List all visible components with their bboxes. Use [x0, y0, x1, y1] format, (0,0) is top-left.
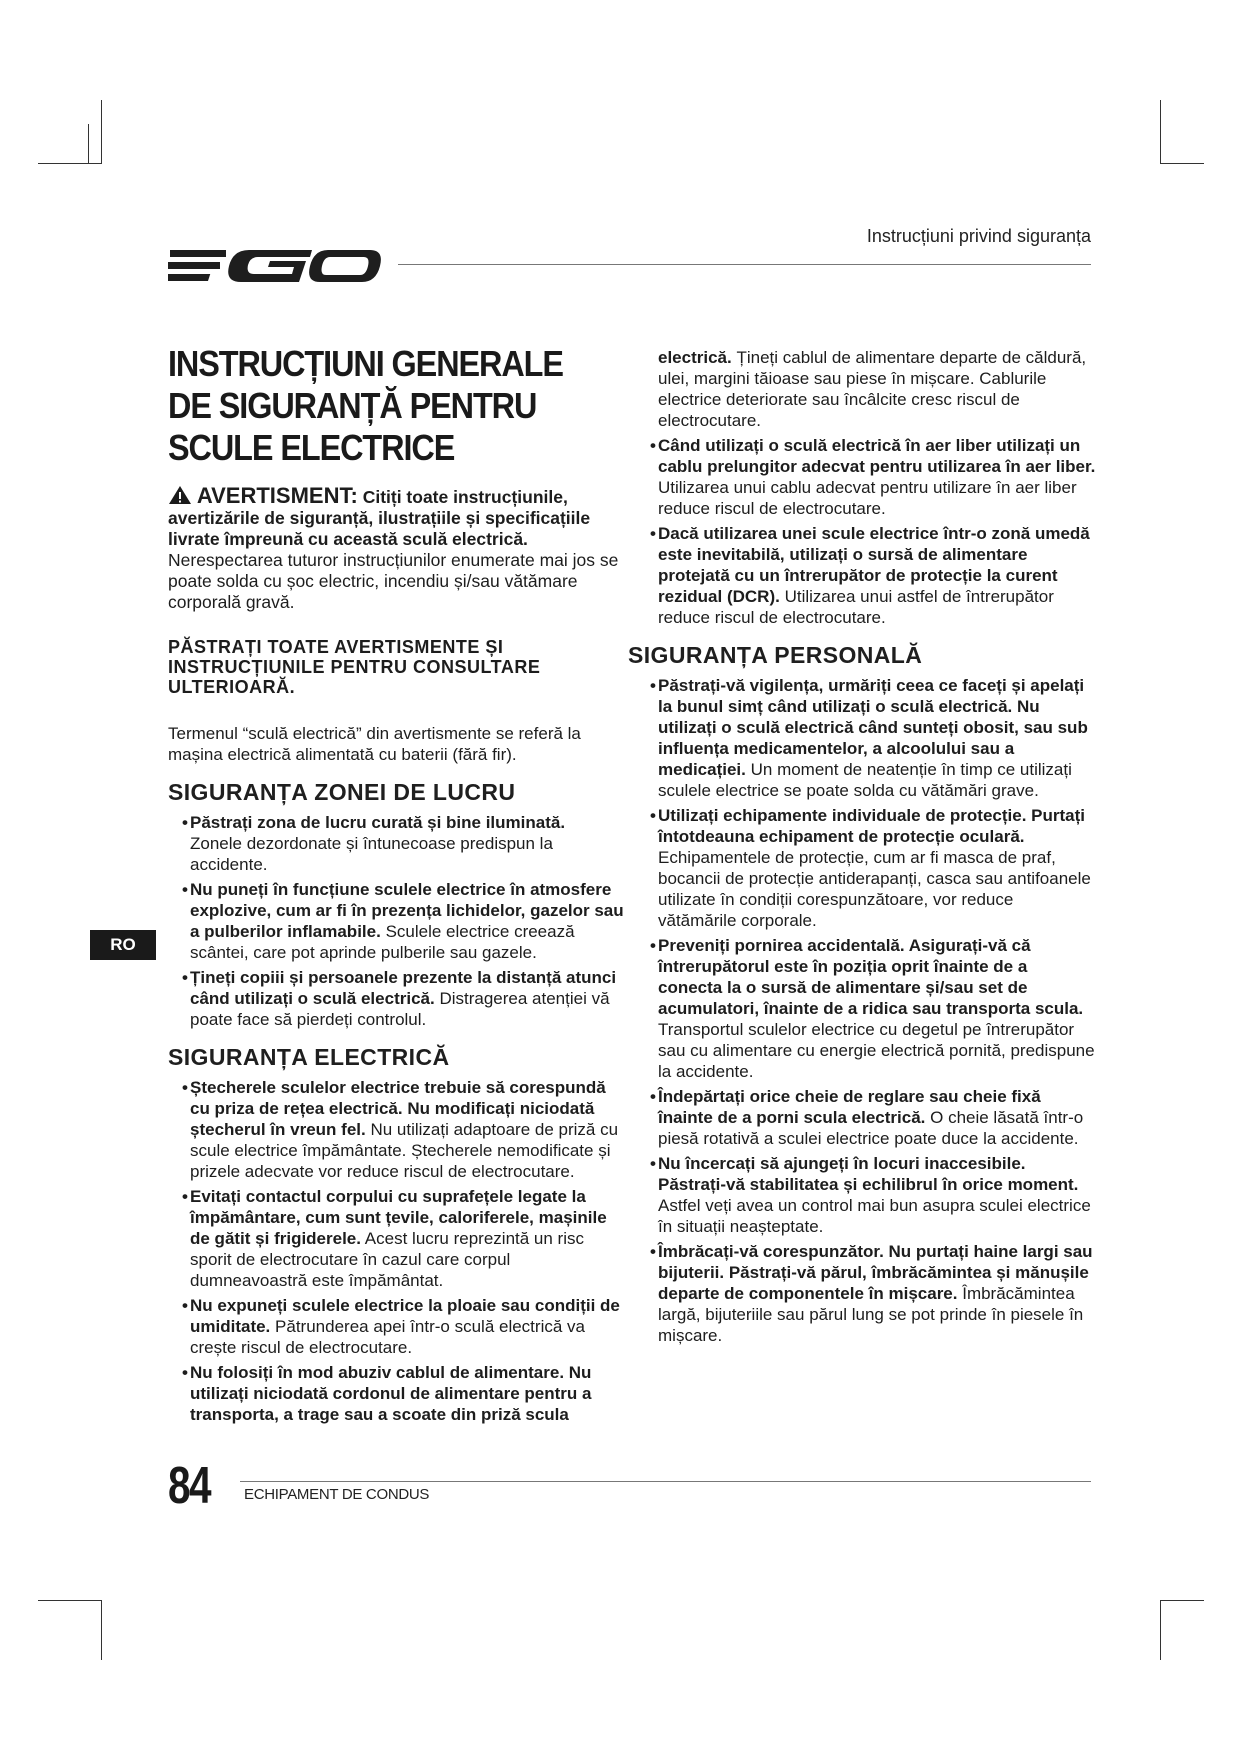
list-item: • Nu puneți în funcțiune sculele electrice în atmosfere explozive, cum ar fi în prezența lichidelor, gazelor sau a pulberilor inflamabile. Sculele electrice creează scântei, care pot aprinde pulberile sau gazele. — [190, 879, 628, 963]
page-number: 84 — [168, 1457, 210, 1515]
list-item: • Utilizați echipamente individuale de protecție. Purtați întotdeauna echipament de protecție oculară. Echipamentele de protecție, cum ar fi masca de praf, bocancii de protecție antiderapanți, casca sau antifoanele utilizate în condiții corespunzătoare, vor reduce vătămările corporale. — [658, 805, 1096, 931]
crop-mark-top-right-v — [1160, 100, 1161, 164]
electrical-continued: electrică. Țineți cablul de alimentare departe de căldură, ulei, margini tăioase sau piese în mișcare. Cablurile electrice deteriorate sau încâlcite cresc riscul de electrocutare. — [658, 348, 1087, 430]
language-tab: RO — [90, 930, 156, 960]
keep-instructions: PĂSTRAȚI TOATE AVERTISMENTE ȘI INSTRUCȚIUNILE PENTRU CONSULTARE ULTERIOARĂ. — [168, 637, 541, 697]
left-column — [168, 343, 628, 1429]
crop-mark-bottom-right-v — [1160, 1600, 1161, 1660]
warning-text: Nerespectarea tuturor instrucțiunilor enumerate mai jos se poate solda cu șoc electric, incendiu și/sau vătămare corporală gravă. — [168, 550, 619, 612]
work-area-list — [168, 812, 628, 1030]
list-item: • Nu folosiți în mod abuziv cablul de alimentare. Nu utilizați niciodată cordonul de alimentare pentru a transporta, a trage sau a scoate din priză scula — [190, 1362, 628, 1425]
section-heading-work-area: SIGURANȚA ZONEI DE LUCRU — [168, 779, 516, 805]
warning-bold-text: Citiți toate instrucțiunile, avertizările de siguranță, ilustrațiile și specificațiile livrate împreună cu această sculă electrică. — [168, 487, 591, 549]
list-item: • Păstrați-vă vigilența, urmăriți ceea ce faceți și apelați la bunul simț când utilizați o sculă electrică. Nu utilizați o sculă electrică când sunteți obosit, sau sub influența medicamentelor, a alcoolului sau a medicației. Un moment de neatenție în timp ce utilizați sculele electrice se poate solda cu vătămări grave. — [658, 675, 1096, 801]
footer-rule — [240, 1481, 1091, 1482]
list-item: • Îndepărtați orice cheie de reglare sau cheie fixă înainte de a porni scula electrică. O cheie lăsată într-o piesă rotativă a sculei electrice poate duce la accidente. — [658, 1086, 1096, 1149]
crop-mark-top-left-v — [101, 100, 102, 164]
list-item: • Îmbrăcați-vă corespunzător. Nu purtați haine largi sau bijuterii. Păstrați-vă părul, îmbrăcămintea și mănușile departe de componentele în mișcare. Îmbrăcămintea largă, bijuteriile sau părul lung se pot prinde în piesele în mișcare. — [658, 1241, 1096, 1346]
crop-mark-top-right-h — [1160, 163, 1204, 164]
section-heading-personal: SIGURANȚA PERSONALĂ — [628, 642, 923, 668]
section-heading-electrical: SIGURANȚA ELECTRICĂ — [168, 1044, 450, 1070]
list-item: • Păstrați zona de lucru curată și bine iluminată. Zonele dezordonate și întunecoase predispun la accidente. — [190, 812, 628, 875]
list-item: • Țineți copiii și persoanele prezente la distanță atunci când utilizați o sculă electrică. Distragerea atenției vă poate face să pierdeți controlul. — [190, 967, 628, 1030]
main-title: INSTRUCȚIUNI GENERALE DE SIGURANȚĂ PENTRU SCULE ELECTRICE — [168, 343, 563, 468]
right-column — [628, 347, 1096, 1350]
warning-block — [168, 485, 628, 613]
list-item: • Nu expuneți sculele electrice la ploaie sau condiții de umiditate. Pătrunderea apei într-o sculă electrică va crește riscul de electrocutare. — [190, 1295, 628, 1358]
crop-mark-top-left-h — [38, 163, 102, 164]
personal-list — [636, 675, 1096, 1346]
electrical-list-continued — [636, 435, 1096, 628]
crop-mark-bottom-right-h — [1160, 1600, 1204, 1601]
warning-label: AVERTISMENT: — [196, 483, 358, 508]
list-item: • Evitați contactul corpului cu suprafețele legate la împământare, cum sunt țevile, caloriferele, mașinile de gătit și frigiderele. Acest lucru reprezintă un risc sporit de electrocutare în cazul care corpul dumneavoastră este împământat. — [190, 1186, 628, 1291]
ego-logo — [168, 244, 382, 286]
list-item: • Nu încercați să ajungeți în locuri inaccesibile. Păstrați-vă stabilitatea și echilibrul în orice moment. Astfel veți avea un control mai bun asupra sculei electrice în situații neașteptate. — [658, 1153, 1096, 1237]
list-item: • Dacă utilizarea unei scule electrice într-o zonă umedă este inevitabilă, utilizați o sursă de alimentare protejată cu un întrerupător de protecție la curent rezidual (DCR). Utilizarea unui astfel de întrerupător reduce riscul de electrocutare. — [658, 523, 1096, 628]
list-item: • Preveniți pornirea accidentală. Asigurați-vă că întrerupătorul este în poziția oprit înainte de a conecta la o sursă de alimentare și/sau set de acumulatori, înainte de a ridica sau transporta scula. Transportul sculelor electrice cu degetul pe întrerupător sau cu alimentare cu energie electrică pornită, predispune la accidente. — [658, 935, 1096, 1082]
electrical-list — [168, 1077, 628, 1425]
list-item: • Când utilizați o sculă electrică în aer liber utilizați un cablu prelungitor adecvat pentru utilizarea în aer liber. Utilizarea unui cablu adecvat pentru utilizare în aer liber reduce riscul de electrocutare. — [658, 435, 1096, 519]
term-definition: Termenul “sculă electrică” din avertismente se referă la mașina electrică alimentată cu baterii (fără fir). — [168, 724, 581, 764]
crop-mark-bottom-left-h — [38, 1600, 102, 1601]
crop-mark-top-left-v2 — [88, 124, 89, 164]
crop-mark-bottom-left-v — [101, 1600, 102, 1660]
warning-triangle-icon — [168, 487, 197, 507]
footer-text: ECHIPAMENT DE CONDUS — [244, 1486, 430, 1503]
header-rule — [398, 264, 1091, 265]
header-title: Instrucțiuni privind siguranța — [866, 226, 1091, 246]
list-item: • Ștecherele sculelor electrice trebuie să corespundă cu priza de rețea electrică. Nu modificați niciodată ștecherul în vreun fel. Nu utilizați adaptoare de priză cu scule electrice împământate. Ștecherele nemodificate și prizele adecvate vor reduce riscul de electrocutare. — [190, 1077, 628, 1182]
